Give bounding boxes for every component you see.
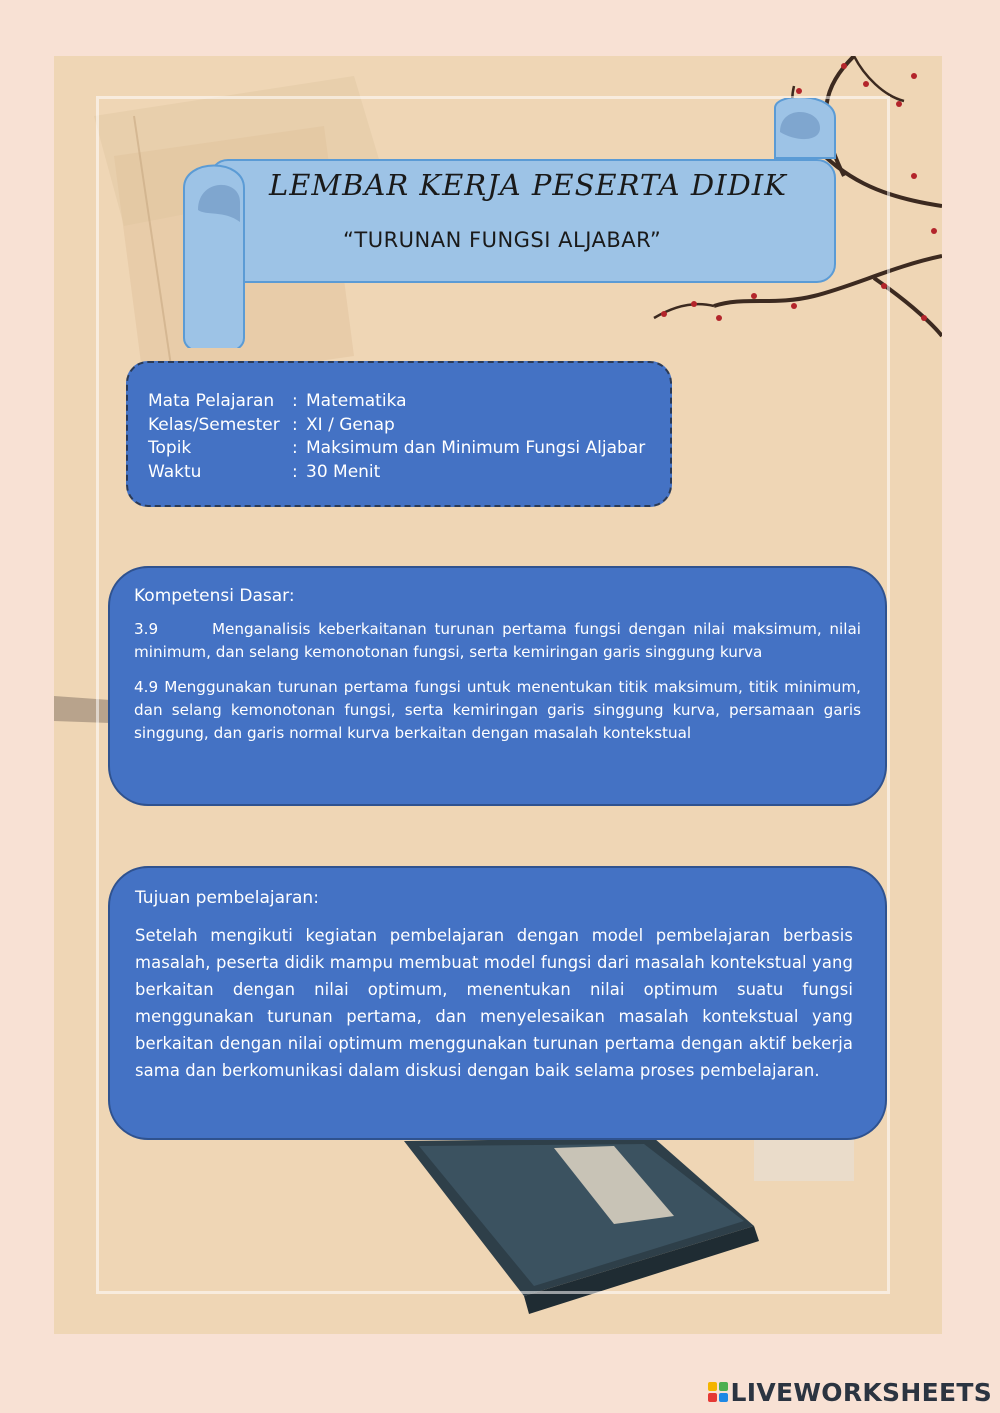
competence-item: 4.9 Menggunakan turunan pertama fungsi untuk menentukan titik maksimum, titik minimum, dan selang kemonotonan fungsi, serta kemiringan garis singgung kurva, persamaan garis singgung, dan garis normal kurva berkaitan dengan masalah kontekstual: [134, 678, 861, 742]
logo-square: [708, 1393, 717, 1402]
logo-square: [719, 1382, 728, 1391]
info-value: Maksimum dan Minimum Fungsi Aljabar: [306, 438, 646, 458]
liveworksheets-logo-icon: [708, 1382, 728, 1402]
info-separator: :: [292, 438, 298, 458]
info-label: Waktu: [148, 461, 202, 482]
logo-square: [708, 1382, 717, 1391]
competence-item: 3.9 Menganalisis keberkaitanan turunan pertama fungsi dengan nilai maksimum, nilai minimum, dan selang kemonotonan fungsi, serta kemiringan garis singgung kurva: [134, 620, 866, 661]
objective-heading: Tujuan pembelajaran:: [135, 888, 319, 908]
objective-text: Setelah mengikuti kegiatan pembelajaran dengan model pembelajaran berbasis masalah, peserta didik mampu membuat model fungsi dari masalah kontekstual yang berkaitan dengan nilai optimum, menentukan nilai optimum suatu fungsi menggunakan turunan pertama, dan menyelesaikan masalah kontekstual yang berkaitan dengan nilai optimum menggunakan turunan pertama dengan aktif bekerja sama dan berkomunikasi dalam diskusi dengan baik selama proses pembelajaran.: [135, 926, 853, 1080]
worksheet-title: LEMBAR KERJA PESERTA DIDIK: [269, 168, 787, 202]
liveworksheets-watermark: [708, 1377, 992, 1407]
logo-square: [719, 1393, 728, 1402]
worksheet-subtitle: “TURUNAN FUNGSI ALJABAR”: [343, 228, 662, 252]
basic-competence-panel: [108, 566, 887, 806]
info-label: Kelas/Semester: [148, 414, 280, 435]
info-row-subject: [148, 390, 670, 414]
info-row-time: [148, 461, 670, 485]
info-label: Mata Pelajaran: [148, 391, 275, 411]
info-separator: :: [292, 391, 298, 411]
subject-info-box: [126, 361, 672, 507]
info-value: XI / Genap: [306, 414, 395, 435]
learning-objective-panel: [108, 866, 887, 1140]
title-scroll-banner: [180, 98, 840, 348]
info-separator: :: [292, 461, 298, 482]
info-separator: :: [292, 414, 298, 435]
info-value: 30 Menit: [306, 461, 381, 482]
info-row-class: [148, 414, 670, 438]
info-label: Topik: [148, 438, 192, 458]
competence-heading: Kompetensi Dasar:: [134, 586, 295, 606]
watermark-text: LIVEWORKSHEETS: [730, 1377, 992, 1407]
info-row-topic: [148, 437, 670, 461]
info-value: Matematika: [306, 391, 407, 411]
